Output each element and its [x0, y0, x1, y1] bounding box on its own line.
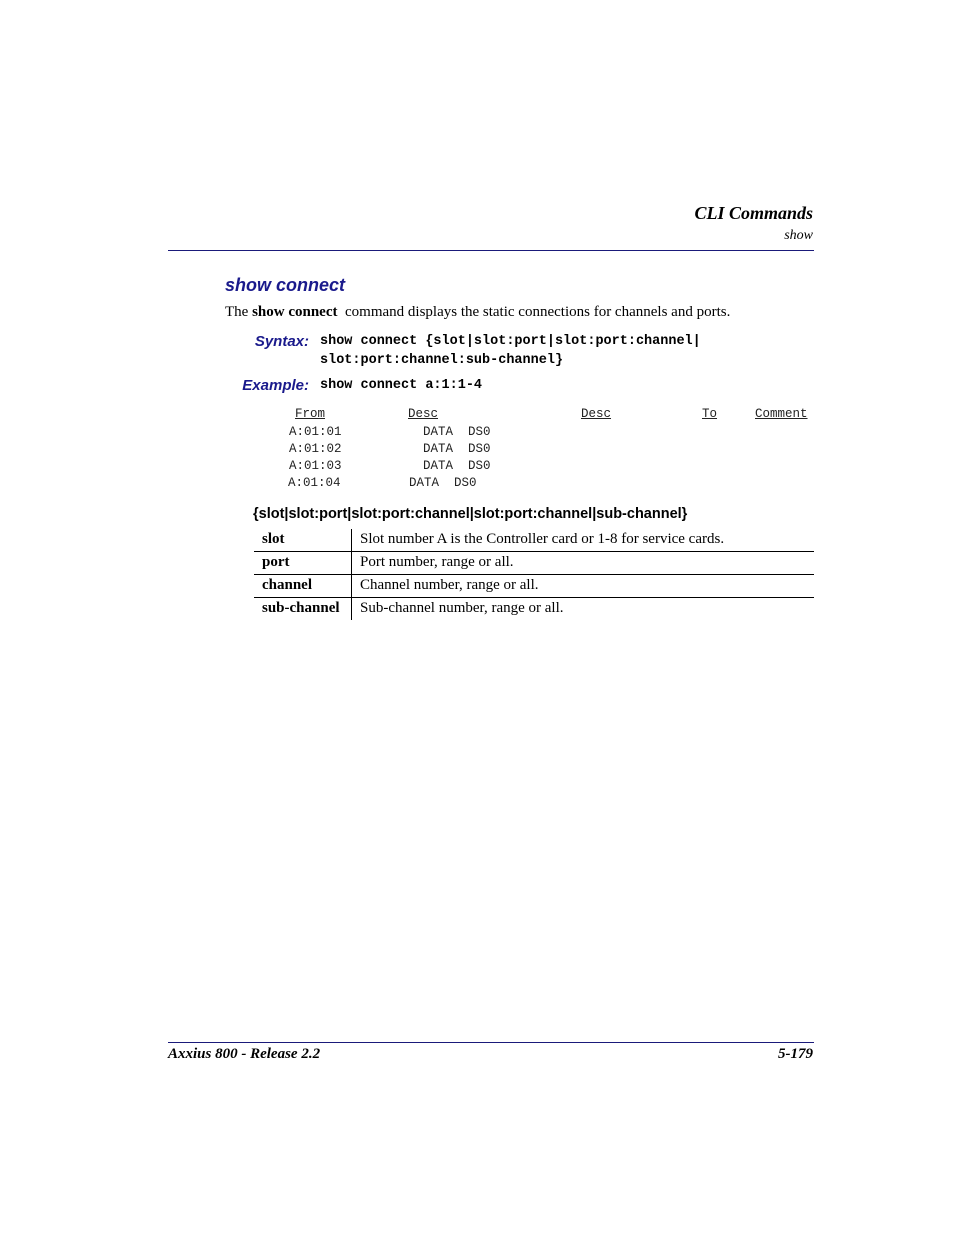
- syntax-label: Syntax:: [254, 333, 309, 350]
- syntax-line-1: show connect {slot|slot:port|slot:port:channel|: [320, 334, 701, 349]
- intro-command: show connect: [252, 304, 338, 320]
- section-title: show connect: [225, 275, 346, 295]
- output-row-desc: DATA DS0: [423, 425, 491, 439]
- table-row: [254, 598, 814, 621]
- example-label: Example:: [242, 377, 309, 394]
- section-subtitle: show: [784, 228, 813, 243]
- output-row-desc: DATA DS0: [409, 476, 477, 490]
- output-row-from: A:01:04: [288, 476, 341, 490]
- output-row-from: A:01:03: [289, 459, 342, 473]
- output-col-desc-2: Desc: [581, 407, 612, 421]
- param-name: port: [254, 552, 352, 575]
- param-name: slot: [254, 529, 352, 552]
- intro-paragraph: [225, 304, 730, 321]
- param-name: channel: [254, 575, 352, 598]
- param-desc: Sub-channel number, range or all.: [352, 598, 815, 621]
- output-col-comment: Comment: [755, 407, 808, 421]
- footer-rule: [168, 1042, 814, 1043]
- output-row-desc: DATA DS0: [423, 442, 491, 456]
- table-row: [254, 552, 814, 575]
- parameter-table: [254, 529, 814, 620]
- table-row: [254, 529, 814, 552]
- output-row-from: A:01:02: [289, 442, 342, 456]
- output-col-desc-1: Desc: [408, 407, 439, 421]
- output-col-to: To: [702, 407, 718, 421]
- output-row-desc: DATA DS0: [423, 459, 491, 473]
- intro-prefix: The: [225, 304, 249, 320]
- chapter-title: CLI Commands: [694, 203, 813, 223]
- table-row: [254, 575, 814, 598]
- example-command: show connect a:1:1-4: [320, 378, 483, 393]
- header-rule: [168, 250, 814, 251]
- param-desc: Channel number, range or all.: [352, 575, 815, 598]
- footer-product: Axxius 800 - Release 2.2: [168, 1046, 321, 1062]
- output-col-from: From: [295, 407, 326, 421]
- intro-suffix: command displays the static connections for channels and ports.: [345, 304, 731, 320]
- param-desc: Port number, range or all.: [352, 552, 815, 575]
- page-number: 5-179: [778, 1046, 813, 1062]
- parameter-heading: {slot|slot:port|slot:port:channel|slot:port:channel|sub-channel}: [253, 506, 688, 522]
- param-desc: Slot number A is the Controller card or 1-8 for service cards.: [360, 531, 725, 547]
- syntax-line-2: slot:port:channel:sub-channel}: [320, 353, 564, 368]
- output-row-from: A:01:01: [289, 425, 342, 439]
- param-name: sub-channel: [254, 598, 352, 621]
